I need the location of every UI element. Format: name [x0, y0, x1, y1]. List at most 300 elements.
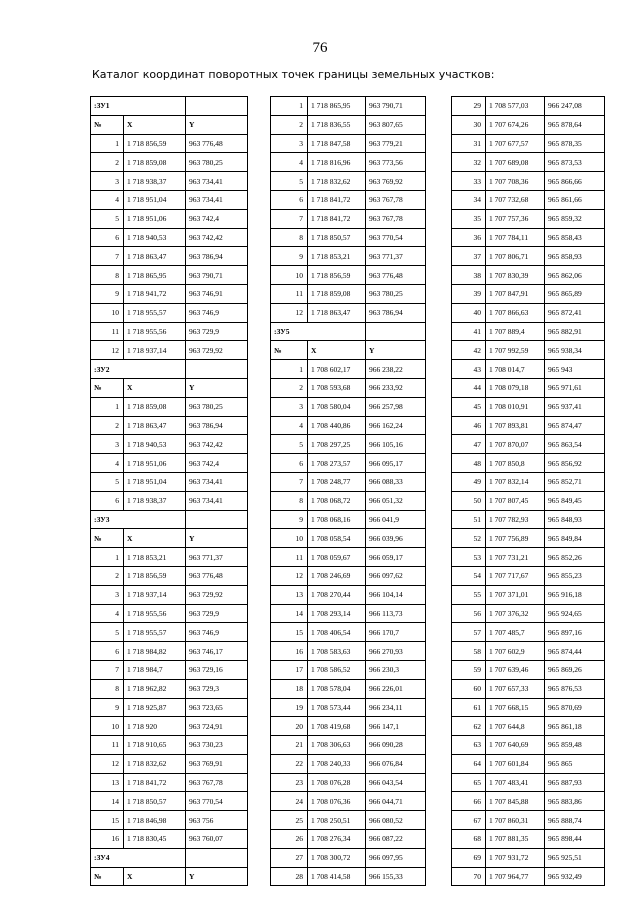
y-coordinate-cell: 963 729,3 — [186, 679, 248, 698]
x-coordinate-cell: 1 718 955,57 — [124, 623, 186, 642]
point-number-cell: 6 — [91, 228, 124, 247]
y-coordinate-cell: 965 937,41 — [545, 397, 605, 416]
x-coordinate-cell: 1 718 832,62 — [308, 172, 366, 191]
y-coordinate-cell: 965 873,53 — [545, 153, 605, 172]
point-number-cell: 5 — [91, 472, 124, 491]
point-number-cell: 17 — [271, 660, 308, 679]
table-row — [271, 360, 426, 379]
header-row — [91, 529, 248, 548]
x-coordinate-cell: 1 707 881,35 — [486, 830, 545, 849]
point-number-cell: 35 — [452, 209, 486, 228]
y-coordinate-cell: 965 852,71 — [545, 472, 605, 491]
table-row — [452, 754, 605, 773]
y-coordinate-cell: 965 878,35 — [545, 134, 605, 153]
table-row — [91, 341, 248, 360]
x-coordinate-cell: 1 707 889,4 — [486, 322, 545, 341]
x-coordinate-cell: 1 707 807,45 — [486, 491, 545, 510]
x-coordinate-cell: 1 718 863,47 — [124, 416, 186, 435]
y-coordinate-cell: 966 097,95 — [366, 848, 426, 867]
point-number-cell: 13 — [271, 585, 308, 604]
header-row — [271, 341, 426, 360]
y-coordinate-cell: 966 230,3 — [366, 660, 426, 679]
y-coordinate-cell: 963 770,54 — [366, 228, 426, 247]
x-coordinate-cell: 1 707 674,26 — [486, 115, 545, 134]
x-coordinate-cell: 1 718 955,56 — [124, 604, 186, 623]
point-number-cell: 12 — [271, 566, 308, 585]
table-row — [91, 792, 248, 811]
section-row — [91, 848, 248, 867]
y-coordinate-cell: 965 865 — [545, 754, 605, 773]
section-row — [91, 510, 248, 529]
x-coordinate-cell: 1 718 836,55 — [308, 115, 366, 134]
table-row — [91, 247, 248, 266]
x-coordinate-cell: 1 718 859,08 — [124, 397, 186, 416]
x-coordinate-cell: 1 718 856,59 — [124, 566, 186, 585]
table-row — [271, 830, 426, 849]
y-coordinate-cell: 963 730,23 — [186, 736, 248, 755]
point-number-cell: 37 — [452, 247, 486, 266]
header-row — [91, 867, 248, 886]
table-row — [271, 848, 426, 867]
point-number-cell: 9 — [271, 247, 308, 266]
table-row — [452, 228, 605, 247]
table-row — [91, 717, 248, 736]
y-coordinate-cell: 965 861,66 — [545, 190, 605, 209]
y-coordinate-cell: 963 807,65 — [366, 115, 426, 134]
y-coordinate-cell: 963 776,48 — [186, 566, 248, 585]
point-number-cell: 6 — [271, 190, 308, 209]
point-number-cell: 12 — [91, 341, 124, 360]
point-number-cell: 3 — [91, 585, 124, 604]
table-row — [452, 491, 605, 510]
y-coordinate-cell: 966 104,14 — [366, 585, 426, 604]
y-coordinate-cell: 963 770,54 — [186, 792, 248, 811]
x-coordinate-cell: 1 718 841,72 — [124, 773, 186, 792]
table-row — [271, 717, 426, 736]
table-row — [452, 566, 605, 585]
table-row — [91, 830, 248, 849]
x-coordinate-cell: 1 708 306,63 — [308, 736, 366, 755]
y-coordinate-cell: 966 238,22 — [366, 360, 426, 379]
y-coordinate-cell: 965 878,64 — [545, 115, 605, 134]
y-header: Y — [366, 341, 426, 360]
x-coordinate-cell: 1 707 782,93 — [486, 510, 545, 529]
x-coordinate-cell: 1 707 860,31 — [486, 811, 545, 830]
point-number-cell: 2 — [271, 378, 308, 397]
table-row — [452, 153, 605, 172]
x-coordinate-cell: 1 708 076,28 — [308, 773, 366, 792]
point-number-cell: 8 — [91, 679, 124, 698]
y-coordinate-cell: 965 888,74 — [545, 811, 605, 830]
table-row — [271, 548, 426, 567]
point-number-cell: 58 — [452, 642, 486, 661]
x-coordinate-cell: 1 718 863,47 — [308, 303, 366, 322]
x-coordinate-cell: 1 707 601,84 — [486, 754, 545, 773]
x-coordinate-cell: 1 707 784,11 — [486, 228, 545, 247]
y-coordinate-cell: 965 887,93 — [545, 773, 605, 792]
x-header: X — [308, 341, 366, 360]
point-number-cell: 56 — [452, 604, 486, 623]
table-row — [91, 454, 248, 473]
y-coordinate-cell: 965 916,18 — [545, 585, 605, 604]
y-header: Y — [186, 867, 248, 886]
table-row — [91, 397, 248, 416]
section-label: :ЗУ4 — [91, 848, 186, 867]
y-coordinate-cell: 965 897,16 — [545, 623, 605, 642]
table-row — [452, 792, 605, 811]
y-coordinate-cell: 963 790,71 — [366, 97, 426, 116]
x-coordinate-cell: 1 718 920 — [124, 717, 186, 736]
table-row — [271, 416, 426, 435]
y-coordinate-cell: 965 925,51 — [545, 848, 605, 867]
coordinates-table-column-3 — [451, 96, 605, 886]
section-label: :ЗУ3 — [91, 510, 186, 529]
y-coordinate-cell: 963 729,16 — [186, 660, 248, 679]
x-coordinate-cell: 1 707 717,67 — [486, 566, 545, 585]
point-number-cell: 21 — [271, 736, 308, 755]
point-number-cell: 61 — [452, 698, 486, 717]
y-coordinate-cell: 963 779,21 — [366, 134, 426, 153]
table-row — [271, 811, 426, 830]
empty-cell — [186, 510, 248, 529]
table-row — [452, 209, 605, 228]
point-number-cell: 63 — [452, 736, 486, 755]
x-coordinate-cell: 1 707 640,69 — [486, 736, 545, 755]
y-coordinate-cell: 966 059,17 — [366, 548, 426, 567]
y-coordinate-cell: 963 742,4 — [186, 454, 248, 473]
table-row — [452, 510, 605, 529]
table-row — [452, 623, 605, 642]
point-number-cell: 10 — [271, 266, 308, 285]
table-row — [271, 566, 426, 585]
x-coordinate-cell: 1 707 893,81 — [486, 416, 545, 435]
y-header: Y — [186, 529, 248, 548]
x-coordinate-cell: 1 718 910,65 — [124, 736, 186, 755]
x-coordinate-cell: 1 708 076,36 — [308, 792, 366, 811]
y-coordinate-cell: 963 742,42 — [186, 228, 248, 247]
x-coordinate-cell: 1 718 962,82 — [124, 679, 186, 698]
table-row — [452, 134, 605, 153]
table-row — [91, 322, 248, 341]
x-coordinate-cell: 1 708 406,54 — [308, 623, 366, 642]
x-coordinate-cell: 1 707 931,72 — [486, 848, 545, 867]
table-row — [452, 378, 605, 397]
y-coordinate-cell: 963 724,91 — [186, 717, 248, 736]
point-number-cell: 46 — [452, 416, 486, 435]
y-coordinate-cell: 963 790,71 — [186, 266, 248, 285]
x-coordinate-cell: 1 718 859,08 — [124, 153, 186, 172]
x-coordinate-cell: 1 707 376,32 — [486, 604, 545, 623]
y-coordinate-cell: 963 756 — [186, 811, 248, 830]
x-coordinate-cell: 1 707 657,33 — [486, 679, 545, 698]
x-coordinate-cell: 1 718 832,62 — [124, 754, 186, 773]
y-coordinate-cell: 966 147,1 — [366, 717, 426, 736]
table-row — [452, 642, 605, 661]
table-row — [452, 773, 605, 792]
point-number-cell: 24 — [271, 792, 308, 811]
y-coordinate-cell: 966 113,73 — [366, 604, 426, 623]
y-coordinate-cell: 965 858,93 — [545, 247, 605, 266]
point-number-cell: 4 — [91, 454, 124, 473]
y-coordinate-cell: 965 883,86 — [545, 792, 605, 811]
y-coordinate-cell: 966 044,71 — [366, 792, 426, 811]
y-coordinate-cell: 963 780,25 — [186, 153, 248, 172]
point-number-cell: 4 — [271, 153, 308, 172]
catalog-caption: Каталог координат поворотных точек границы земельных участков: — [92, 68, 495, 81]
point-number-cell: 52 — [452, 529, 486, 548]
coordinates-table-column-1 — [90, 96, 248, 886]
point-number-cell: 11 — [271, 548, 308, 567]
table-row — [91, 642, 248, 661]
x-coordinate-cell: 1 718 841,72 — [308, 190, 366, 209]
header-row — [91, 378, 248, 397]
point-number-cell: 32 — [452, 153, 486, 172]
point-number-cell: 16 — [271, 642, 308, 661]
table-row — [91, 153, 248, 172]
point-number-cell: 16 — [91, 830, 124, 849]
x-coordinate-cell: 1 718 847,58 — [308, 134, 366, 153]
y-coordinate-cell: 963 771,37 — [366, 247, 426, 266]
point-number-cell: 7 — [271, 472, 308, 491]
point-number-cell: 6 — [91, 491, 124, 510]
x-coordinate-cell: 1 718 863,47 — [124, 247, 186, 266]
y-coordinate-cell: 965 852,26 — [545, 548, 605, 567]
y-coordinate-cell: 966 234,11 — [366, 698, 426, 717]
x-coordinate-cell: 1 718 850,57 — [124, 792, 186, 811]
table-row — [452, 190, 605, 209]
point-number-cell: 8 — [271, 491, 308, 510]
x-coordinate-cell: 1 707 639,46 — [486, 660, 545, 679]
table-row — [271, 228, 426, 247]
x-coordinate-cell: 1 708 068,16 — [308, 510, 366, 529]
x-coordinate-cell: 1 707 866,63 — [486, 303, 545, 322]
x-coordinate-cell: 1 708 273,57 — [308, 454, 366, 473]
table-row — [452, 322, 605, 341]
point-number-cell: 7 — [271, 209, 308, 228]
x-coordinate-cell: 1 718 859,08 — [308, 284, 366, 303]
x-coordinate-cell: 1 718 955,56 — [124, 322, 186, 341]
x-coordinate-cell: 1 708 270,44 — [308, 585, 366, 604]
y-coordinate-cell: 963 742,4 — [186, 209, 248, 228]
x-coordinate-cell: 1 708 059,67 — [308, 548, 366, 567]
table-row — [271, 679, 426, 698]
table-row — [452, 529, 605, 548]
number-header: № — [271, 341, 308, 360]
section-label: :ЗУ5 — [271, 322, 366, 341]
x-coordinate-cell: 1 718 951,04 — [124, 472, 186, 491]
point-number-cell: 18 — [271, 679, 308, 698]
point-number-cell: 55 — [452, 585, 486, 604]
x-coordinate-cell: 1 707 485,7 — [486, 623, 545, 642]
x-coordinate-cell: 1 707 845,88 — [486, 792, 545, 811]
table-row — [271, 153, 426, 172]
table-row — [271, 623, 426, 642]
point-number-cell: 5 — [271, 172, 308, 191]
point-number-cell: 3 — [91, 435, 124, 454]
y-coordinate-cell: 965 866,66 — [545, 172, 605, 191]
y-coordinate-cell: 963 729,9 — [186, 322, 248, 341]
point-number-cell: 66 — [452, 792, 486, 811]
x-coordinate-cell: 1 707 964,77 — [486, 867, 545, 886]
table-row — [452, 341, 605, 360]
table-row — [452, 472, 605, 491]
y-coordinate-cell: 966 087,22 — [366, 830, 426, 849]
table-row — [452, 284, 605, 303]
table-row — [91, 811, 248, 830]
point-number-cell: 50 — [452, 491, 486, 510]
number-header: № — [91, 529, 124, 548]
y-coordinate-cell: 965 859,32 — [545, 209, 605, 228]
x-coordinate-cell: 1 707 847,91 — [486, 284, 545, 303]
x-coordinate-cell: 1 707 371,01 — [486, 585, 545, 604]
table-row — [91, 773, 248, 792]
x-coordinate-cell: 1 707 870,07 — [486, 435, 545, 454]
table-row — [271, 97, 426, 116]
x-header: X — [124, 867, 186, 886]
point-number-cell: 10 — [91, 717, 124, 736]
table-row — [271, 660, 426, 679]
point-number-cell: 8 — [271, 228, 308, 247]
x-header: X — [124, 115, 186, 134]
y-coordinate-cell: 966 105,16 — [366, 435, 426, 454]
x-header: X — [124, 529, 186, 548]
y-coordinate-cell: 965 858,43 — [545, 228, 605, 247]
table-row — [452, 867, 605, 886]
y-coordinate-cell: 963 786,94 — [186, 416, 248, 435]
section-label: :ЗУ2 — [91, 360, 186, 379]
table-row — [452, 360, 605, 379]
table-row — [452, 247, 605, 266]
x-coordinate-cell: 1 708 079,18 — [486, 378, 545, 397]
y-coordinate-cell: 963 780,25 — [186, 397, 248, 416]
table-row — [271, 284, 426, 303]
y-coordinate-cell: 966 076,84 — [366, 754, 426, 773]
table-row — [271, 510, 426, 529]
table-row — [91, 134, 248, 153]
point-number-cell: 9 — [91, 284, 124, 303]
x-coordinate-cell: 1 708 593,68 — [308, 378, 366, 397]
point-number-cell: 10 — [271, 529, 308, 548]
y-coordinate-cell: 963 729,9 — [186, 604, 248, 623]
point-number-cell: 54 — [452, 566, 486, 585]
y-coordinate-cell: 965 876,53 — [545, 679, 605, 698]
y-coordinate-cell: 965 938,34 — [545, 341, 605, 360]
x-coordinate-cell: 1 718 830,45 — [124, 830, 186, 849]
y-coordinate-cell: 963 742,42 — [186, 435, 248, 454]
point-number-cell: 29 — [452, 97, 486, 116]
x-coordinate-cell: 1 707 483,41 — [486, 773, 545, 792]
point-number-cell: 7 — [91, 247, 124, 266]
y-coordinate-cell: 965 870,69 — [545, 698, 605, 717]
point-number-cell: 4 — [271, 416, 308, 435]
table-row — [91, 416, 248, 435]
table-row — [452, 454, 605, 473]
point-number-cell: 22 — [271, 754, 308, 773]
x-coordinate-cell: 1 718 925,87 — [124, 698, 186, 717]
point-number-cell: 43 — [452, 360, 486, 379]
point-number-cell: 65 — [452, 773, 486, 792]
x-coordinate-cell: 1 718 865,95 — [124, 266, 186, 285]
table-row — [91, 698, 248, 717]
point-number-cell: 5 — [91, 209, 124, 228]
y-coordinate-cell: 963 776,48 — [366, 266, 426, 285]
point-number-cell: 44 — [452, 378, 486, 397]
x-coordinate-cell: 1 718 955,57 — [124, 303, 186, 322]
x-coordinate-cell: 1 708 586,52 — [308, 660, 366, 679]
table-row — [452, 303, 605, 322]
point-number-cell: 67 — [452, 811, 486, 830]
x-coordinate-cell: 1 708 058,54 — [308, 529, 366, 548]
table-row — [452, 811, 605, 830]
y-coordinate-cell: 965 869,26 — [545, 660, 605, 679]
point-number-cell: 3 — [91, 172, 124, 191]
table-row — [91, 736, 248, 755]
point-number-cell: 19 — [271, 698, 308, 717]
x-coordinate-cell: 1 718 846,98 — [124, 811, 186, 830]
table-row — [91, 472, 248, 491]
point-number-cell: 23 — [271, 773, 308, 792]
y-coordinate-cell: 965 856,92 — [545, 454, 605, 473]
x-coordinate-cell: 1 707 708,36 — [486, 172, 545, 191]
table-row — [271, 134, 426, 153]
table-row — [91, 266, 248, 285]
table-row — [452, 830, 605, 849]
point-number-cell: 34 — [452, 190, 486, 209]
x-coordinate-cell: 1 708 297,25 — [308, 435, 366, 454]
y-coordinate-cell: 966 155,33 — [366, 867, 426, 886]
coordinates-table-column-2 — [270, 96, 426, 886]
table-row — [91, 303, 248, 322]
x-coordinate-cell: 1 707 644,8 — [486, 717, 545, 736]
table-row — [91, 660, 248, 679]
point-number-cell: 27 — [271, 848, 308, 867]
x-coordinate-cell: 1 718 951,06 — [124, 454, 186, 473]
x-coordinate-cell: 1 718 951,06 — [124, 209, 186, 228]
y-coordinate-cell: 965 862,06 — [545, 266, 605, 285]
point-number-cell: 2 — [91, 153, 124, 172]
point-number-cell: 14 — [91, 792, 124, 811]
y-coordinate-cell: 965 932,49 — [545, 867, 605, 886]
table-row — [271, 209, 426, 228]
table-row — [91, 172, 248, 191]
y-coordinate-cell: 966 257,98 — [366, 397, 426, 416]
table-row — [452, 548, 605, 567]
y-coordinate-cell: 965 943 — [545, 360, 605, 379]
point-number-cell: 15 — [91, 811, 124, 830]
x-coordinate-cell: 1 718 816,96 — [308, 153, 366, 172]
y-coordinate-cell: 965 971,61 — [545, 378, 605, 397]
x-coordinate-cell: 1 718 951,04 — [124, 190, 186, 209]
y-coordinate-cell: 963 786,94 — [186, 247, 248, 266]
table-row — [452, 115, 605, 134]
x-coordinate-cell: 1 718 937,14 — [124, 341, 186, 360]
x-coordinate-cell: 1 707 756,89 — [486, 529, 545, 548]
point-number-cell: 6 — [91, 642, 124, 661]
table-row — [271, 397, 426, 416]
y-coordinate-cell: 963 734,41 — [186, 190, 248, 209]
x-coordinate-cell: 1 718 941,72 — [124, 284, 186, 303]
y-coordinate-cell: 965 874,47 — [545, 416, 605, 435]
x-coordinate-cell: 1 707 830,39 — [486, 266, 545, 285]
y-coordinate-cell: 963 746,17 — [186, 642, 248, 661]
x-coordinate-cell: 1 708 419,68 — [308, 717, 366, 736]
table-row — [271, 867, 426, 886]
page-number: 76 — [312, 40, 328, 56]
point-number-cell: 8 — [91, 266, 124, 285]
point-number-cell: 70 — [452, 867, 486, 886]
y-header: Y — [186, 115, 248, 134]
table-row — [271, 736, 426, 755]
